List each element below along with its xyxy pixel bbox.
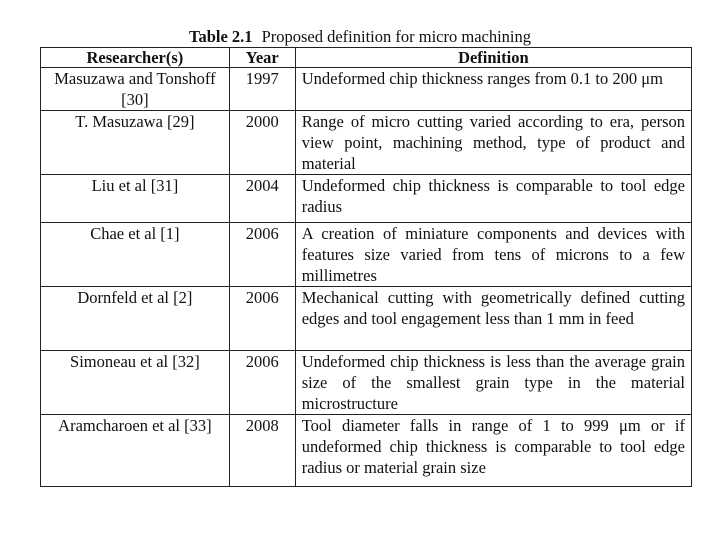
year-cell: 2006 — [229, 287, 295, 351]
table-row — [41, 175, 692, 223]
definition-cell: Undeformed chip thickness ranges from 0.1 to 200 μm — [295, 68, 691, 111]
researcher-cell: Liu et al [31] — [41, 175, 230, 223]
definition-cell: A creation of miniature components and devices with features size varied from tens of microns to a few millimetres — [295, 223, 691, 287]
year-cell: 2000 — [229, 111, 295, 175]
researcher-cell: Simoneau et al [32] — [41, 351, 230, 415]
researcher-cell: Chae et al [1] — [41, 223, 230, 287]
researcher-cell: T. Masuzawa [29] — [41, 111, 230, 175]
header-researcher: Researcher(s) — [41, 48, 230, 68]
researcher-cell: Aramcharoen et al [33] — [41, 415, 230, 487]
table-row — [41, 223, 692, 287]
table-row — [41, 415, 692, 487]
definition-cell: Mechanical cutting with geometrically defined cutting edges and tool engagement less than 1 mm in feed — [295, 287, 691, 351]
table-row — [41, 111, 692, 175]
definition-cell: Range of micro cutting varied according to era, person view point, machining method, type of product and material — [295, 111, 691, 175]
table-row — [41, 287, 692, 351]
header-year: Year — [229, 48, 295, 68]
year-cell: 2006 — [229, 223, 295, 287]
definitions-table — [40, 47, 692, 487]
table-caption-text: Proposed definition for micro machining — [261, 27, 532, 46]
researcher-cell: Dornfeld et al [2] — [41, 287, 230, 351]
researcher-cell: Masuzawa and Tonshoff [30] — [41, 68, 230, 111]
definition-cell: Tool diameter falls in range of 1 to 999 μm or if undeformed chip thickness is comparable to tool edge radius or material grain size — [295, 415, 691, 487]
definition-cell: Undeformed chip thickness is comparable to tool edge radius — [295, 175, 691, 223]
year-cell: 1997 — [229, 68, 295, 111]
definition-cell: Undeformed chip thickness is less than the average grain size of the smallest grain type in the material microstructure — [295, 351, 691, 415]
year-cell: 2006 — [229, 351, 295, 415]
table-header-row — [41, 48, 692, 68]
table-row — [41, 68, 692, 111]
table-caption — [0, 27, 720, 47]
table-caption-label: Table 2.1 — [188, 27, 253, 46]
table-row — [41, 351, 692, 415]
year-cell: 2008 — [229, 415, 295, 487]
header-definition: Definition — [295, 48, 691, 68]
year-cell: 2004 — [229, 175, 295, 223]
